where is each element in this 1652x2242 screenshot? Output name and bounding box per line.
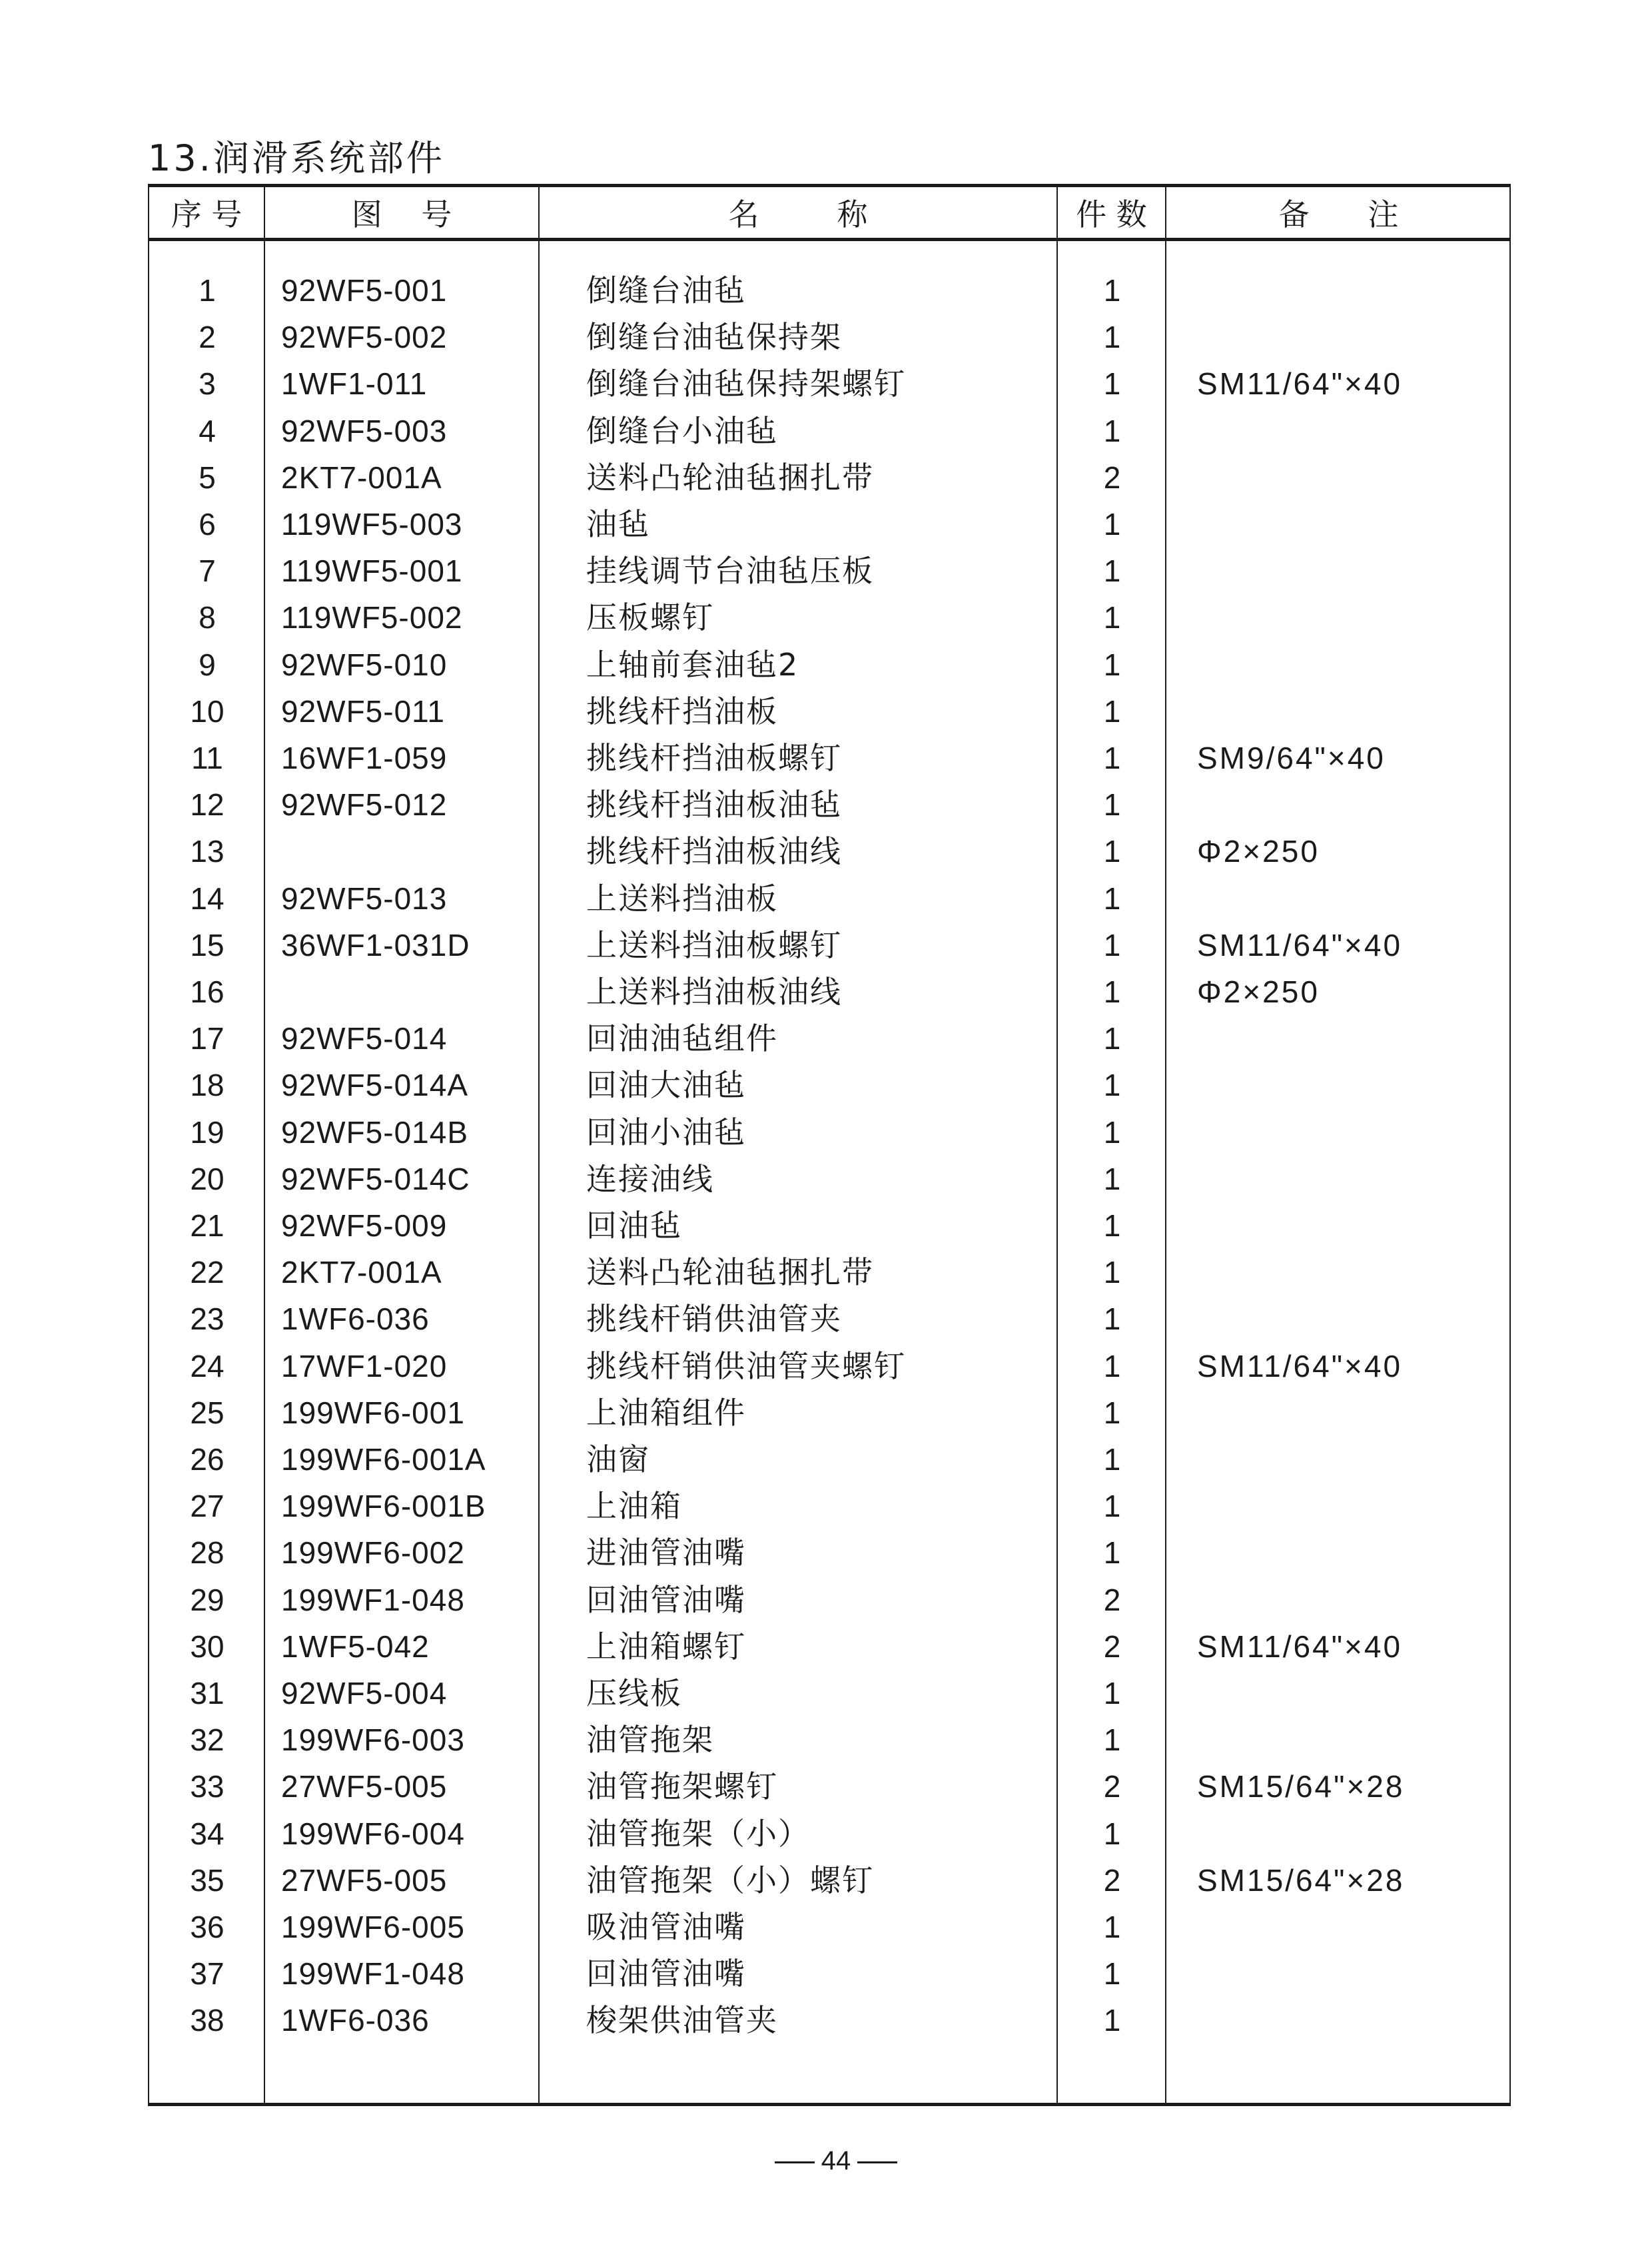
- row-no: 27: [190, 1489, 224, 1524]
- row-name: 上油箱: [586, 1488, 682, 1525]
- row-no: 26: [190, 1442, 224, 1477]
- row-part-number: 199WF6-002: [281, 1535, 465, 1571]
- row-name: 送料凸轮油毡捆扎带: [586, 1254, 874, 1291]
- table-row: [149, 1763, 1509, 1810]
- row-qty: 1: [1103, 927, 1121, 962]
- row-part-number: 27WF5-005: [281, 1769, 448, 1804]
- table-row: [149, 1483, 1509, 1529]
- row-part-number: 92WF5-002: [281, 320, 448, 355]
- row-qty: 1: [1103, 1208, 1121, 1243]
- row-remarks: SM11/64"×40: [1197, 927, 1403, 962]
- table-row: [149, 360, 1509, 407]
- row-name: 挑线杆挡油板螺钉: [586, 740, 842, 776]
- row-qty: 1: [1103, 320, 1121, 355]
- row-no: 25: [190, 1395, 224, 1430]
- row-remarks: SM11/64"×40: [1197, 1629, 1403, 1664]
- row-name: 挑线杆挡油板: [586, 693, 778, 729]
- row-name: 回油小油毡: [586, 1114, 746, 1150]
- table-row: [149, 1389, 1509, 1436]
- row-name: 上送料挡油板油线: [586, 974, 842, 1010]
- row-no: 24: [190, 1348, 224, 1383]
- table-row: [149, 1529, 1509, 1576]
- row-no: 8: [199, 600, 216, 635]
- row-part-number: 199WF1-048: [281, 1582, 465, 1617]
- row-name: 油管拖架（小）螺钉: [586, 1862, 874, 1898]
- row-name: 倒缝台小油毡: [586, 412, 778, 449]
- row-no: 38: [190, 2003, 224, 2038]
- row-qty: 1: [1103, 600, 1121, 635]
- table-row: [149, 1062, 1509, 1108]
- row-part-number: 92WF5-001: [281, 273, 448, 308]
- row-part-number: 92WF5-012: [281, 787, 448, 823]
- row-remarks: Φ2×250: [1197, 974, 1320, 1009]
- row-no: 37: [190, 1956, 224, 1992]
- row-no: 10: [190, 693, 224, 729]
- row-remarks: SM11/64"×40: [1197, 1348, 1403, 1383]
- row-qty: 1: [1103, 413, 1121, 448]
- row-qty: 2: [1103, 460, 1121, 495]
- row-name: 油毡: [586, 506, 650, 542]
- row-name: 挑线杆挡油板油线: [586, 833, 842, 870]
- row-no: 1: [199, 273, 216, 308]
- row-remarks: Φ2×250: [1197, 834, 1320, 869]
- row-remarks: SM9/64"×40: [1197, 741, 1386, 775]
- row-part-number: 2KT7-001A: [281, 1255, 442, 1290]
- row-name: 倒缝台油毡保持架螺钉: [586, 366, 906, 402]
- table-row: [149, 735, 1509, 781]
- row-qty: 1: [1103, 693, 1121, 729]
- header-no: 序 号: [171, 196, 242, 232]
- row-part-number: 119WF5-001: [281, 554, 463, 589]
- row-name: 连接油线: [586, 1160, 714, 1197]
- row-name: 吸油管油嘴: [586, 1909, 746, 1945]
- table-row: [149, 922, 1509, 968]
- row-no: 15: [190, 927, 224, 962]
- row-name: 回油大油毡: [586, 1067, 746, 1104]
- row-name: 油窗: [586, 1441, 650, 1477]
- row-no: 28: [190, 1535, 224, 1571]
- row-part-number: 199WF6-004: [281, 1816, 465, 1851]
- row-part-number: 199WF1-048: [281, 1956, 465, 1992]
- row-name: 进油管油嘴: [586, 1535, 746, 1571]
- table-row: [149, 828, 1509, 875]
- table-row: [149, 1156, 1509, 1202]
- row-name: 回油管油嘴: [586, 1581, 746, 1618]
- row-remarks: SM11/64"×40: [1197, 366, 1403, 402]
- row-part-number: 1WF6-036: [281, 2003, 430, 2038]
- table-row: [149, 1810, 1509, 1857]
- table-row: [149, 1109, 1509, 1156]
- table-row: [149, 1436, 1509, 1483]
- row-qty: 1: [1103, 1442, 1121, 1477]
- row-name: 送料凸轮油毡捆扎带: [586, 459, 874, 496]
- row-name: 压线板: [586, 1675, 682, 1711]
- row-no: 34: [190, 1816, 224, 1851]
- table-row: [149, 267, 1509, 314]
- row-part-number: 92WF5-011: [281, 693, 445, 729]
- row-qty: 1: [1103, 366, 1121, 402]
- row-part-number: 199WF6-005: [281, 1910, 465, 1944]
- row-qty: 1: [1103, 834, 1121, 869]
- row-qty: 1: [1103, 974, 1121, 1009]
- table-row: [149, 1670, 1509, 1716]
- row-no: 23: [190, 1302, 224, 1337]
- parts-table: [148, 184, 1511, 2106]
- table-row: [149, 1716, 1509, 1763]
- header-part-number: 图 号: [351, 196, 452, 232]
- row-part-number: 119WF5-002: [281, 600, 463, 635]
- row-name: 油管拖架螺钉: [586, 1768, 778, 1805]
- row-qty: 1: [1103, 1535, 1121, 1571]
- section-title: 13.润滑系统部件: [148, 137, 445, 179]
- row-no: 29: [190, 1582, 224, 1617]
- row-no: 35: [190, 1862, 224, 1898]
- row-no: 22: [190, 1255, 224, 1290]
- dash-right: [857, 2161, 897, 2163]
- row-remarks: SM15/64"×28: [1197, 1769, 1405, 1804]
- row-name: 梭架供油管夹: [586, 2002, 778, 2039]
- row-part-number: 1WF6-036: [281, 1302, 430, 1337]
- row-qty: 1: [1103, 1910, 1121, 1944]
- row-qty: 1: [1103, 1956, 1121, 1992]
- row-part-number: 92WF5-009: [281, 1208, 448, 1243]
- row-name: 回油毡: [586, 1208, 682, 1244]
- header-remarks: 备 注: [1278, 196, 1399, 232]
- row-part-number: 92WF5-004: [281, 1676, 448, 1710]
- row-part-number: 92WF5-014C: [281, 1161, 470, 1196]
- table-row: [149, 1997, 1509, 2044]
- table-row: [149, 1623, 1509, 1670]
- table-row: [149, 314, 1509, 360]
- row-part-number: 199WF6-003: [281, 1722, 465, 1758]
- row-qty: 1: [1103, 881, 1121, 916]
- row-no: 32: [190, 1722, 224, 1758]
- row-no: 4: [199, 413, 216, 448]
- table-row: [149, 688, 1509, 735]
- dash-left: [775, 2161, 815, 2163]
- table-row: [149, 1904, 1509, 1950]
- row-no: 9: [199, 647, 216, 682]
- row-qty: 1: [1103, 1068, 1121, 1103]
- row-no: 2: [199, 320, 216, 355]
- row-qty: 1: [1103, 787, 1121, 823]
- row-name: 挑线杆挡油板油毡: [586, 787, 842, 823]
- row-name: 上油箱组件: [586, 1394, 746, 1431]
- row-qty: 2: [1103, 1582, 1121, 1617]
- row-qty: 1: [1103, 2003, 1121, 2038]
- table-row: [149, 408, 1509, 454]
- row-no: 30: [190, 1629, 224, 1664]
- row-qty: 1: [1103, 1302, 1121, 1337]
- row-qty: 2: [1103, 1862, 1121, 1898]
- row-qty: 2: [1103, 1769, 1121, 1804]
- table-row: [149, 1577, 1509, 1623]
- row-no: 18: [190, 1068, 224, 1103]
- row-name: 上送料挡油板: [586, 880, 778, 917]
- row-name: 回油管油嘴: [586, 1956, 746, 1992]
- row-name: 倒缝台油毡: [586, 272, 746, 308]
- row-part-number: 1WF5-042: [281, 1629, 430, 1664]
- row-qty: 1: [1103, 1816, 1121, 1851]
- row-qty: 2: [1103, 1629, 1121, 1664]
- row-name: 挑线杆销供油管夹螺钉: [586, 1347, 906, 1384]
- table-row: [149, 1249, 1509, 1296]
- table-row: [149, 1015, 1509, 1062]
- row-qty: 1: [1103, 741, 1121, 775]
- row-no: 36: [190, 1910, 224, 1944]
- table-row: [149, 1296, 1509, 1342]
- row-no: 3: [199, 366, 216, 402]
- row-part-number: 27WF5-005: [281, 1862, 448, 1898]
- row-part-number: 92WF5-014B: [281, 1114, 469, 1150]
- row-no: 12: [190, 787, 224, 823]
- table-row: [149, 454, 1509, 501]
- row-no: 21: [190, 1208, 224, 1243]
- table-row: [149, 1950, 1509, 1997]
- row-qty: 1: [1103, 507, 1121, 542]
- row-qty: 1: [1103, 1489, 1121, 1524]
- row-no: 11: [191, 741, 223, 775]
- row-qty: 1: [1103, 273, 1121, 308]
- row-qty: 1: [1103, 1348, 1121, 1383]
- row-part-number: 199WF6-001: [281, 1395, 465, 1430]
- row-name: 上轴前套油毡2: [586, 646, 799, 683]
- row-qty: 1: [1103, 1255, 1121, 1290]
- row-no: 19: [190, 1114, 224, 1150]
- row-qty: 1: [1103, 1114, 1121, 1150]
- table-row: [149, 781, 1509, 828]
- header-name: 名 称: [728, 196, 868, 232]
- table-row: [149, 1857, 1509, 1904]
- table-row: [149, 1202, 1509, 1249]
- row-qty: 1: [1103, 1676, 1121, 1710]
- row-part-number: 199WF6-001A: [281, 1442, 486, 1477]
- header-divider: [149, 238, 1509, 241]
- header-qty: 件 数: [1076, 196, 1147, 232]
- table-row: [149, 548, 1509, 594]
- row-name: 挂线调节台油毡压板: [586, 553, 874, 589]
- row-qty: 1: [1103, 647, 1121, 682]
- page-number: [759, 2146, 913, 2176]
- row-no: 6: [199, 507, 216, 542]
- row-no: 5: [199, 460, 216, 495]
- row-no: 33: [190, 1769, 224, 1804]
- row-no: 7: [199, 554, 216, 589]
- table-row: [149, 641, 1509, 688]
- row-no: 16: [190, 974, 224, 1009]
- row-qty: 1: [1103, 1395, 1121, 1430]
- row-name: 压板螺钉: [586, 599, 714, 636]
- row-name: 回油油毡组件: [586, 1020, 778, 1057]
- row-no: 20: [190, 1161, 224, 1196]
- row-part-number: 92WF5-014A: [281, 1068, 469, 1103]
- row-name: 油管拖架（小）: [586, 1815, 810, 1852]
- table-row: [149, 594, 1509, 641]
- row-part-number: 92WF5-010: [281, 647, 448, 682]
- row-part-number: 36WF1-031D: [281, 927, 470, 962]
- row-part-number: 2KT7-001A: [281, 460, 442, 495]
- row-no: 17: [190, 1021, 224, 1056]
- row-part-number: 92WF5-014: [281, 1021, 448, 1056]
- row-qty: 1: [1103, 554, 1121, 589]
- row-qty: 1: [1103, 1161, 1121, 1196]
- row-part-number: 1WF1-011: [281, 366, 428, 402]
- page-number-text: 44: [821, 2146, 851, 2175]
- row-part-number: 119WF5-003: [281, 507, 463, 542]
- row-no: 13: [190, 834, 224, 869]
- row-name: 倒缝台油毡保持架: [586, 319, 842, 356]
- row-no: 14: [190, 881, 224, 916]
- table-row: [149, 968, 1509, 1015]
- row-part-number: 92WF5-013: [281, 881, 448, 916]
- row-part-number: 16WF1-059: [281, 741, 448, 775]
- row-qty: 1: [1103, 1722, 1121, 1758]
- row-part-number: 17WF1-020: [281, 1348, 448, 1383]
- table-row: [149, 875, 1509, 922]
- row-name: 油管拖架: [586, 1722, 714, 1758]
- table-row: [149, 501, 1509, 548]
- row-part-number: 199WF6-001B: [281, 1489, 486, 1524]
- row-name: 上送料挡油板螺钉: [586, 927, 842, 963]
- row-name: 上油箱螺钉: [586, 1628, 746, 1665]
- row-remarks: SM15/64"×28: [1197, 1862, 1405, 1898]
- row-no: 31: [190, 1676, 224, 1710]
- row-qty: 1: [1103, 1021, 1121, 1056]
- row-part-number: 92WF5-003: [281, 413, 448, 448]
- row-name: 挑线杆销供油管夹: [586, 1301, 842, 1337]
- table-row: [149, 1343, 1509, 1389]
